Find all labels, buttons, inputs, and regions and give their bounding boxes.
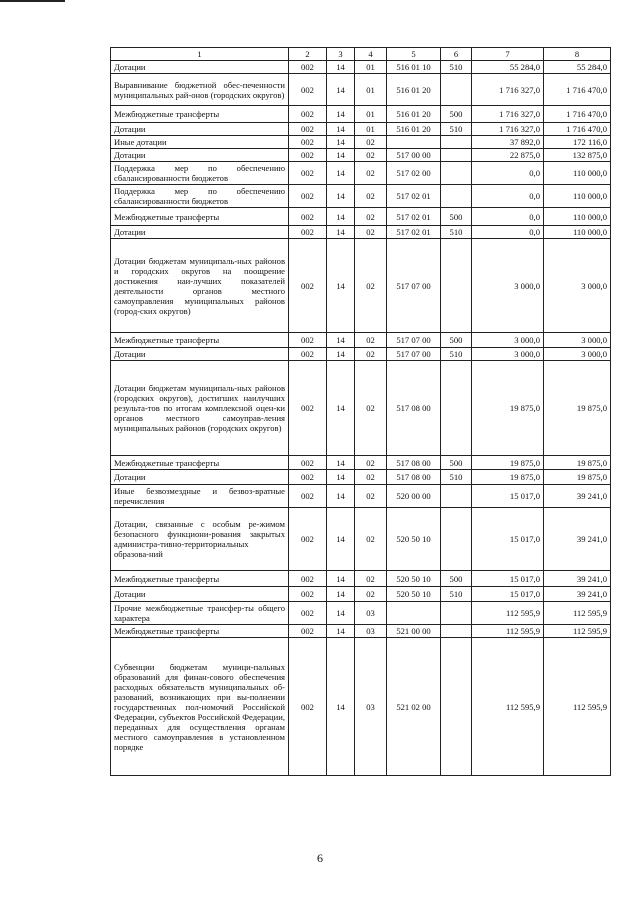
table-row: [111, 625, 611, 638]
cell-expense-type: 500: [441, 333, 472, 348]
cell-subsection: 02: [355, 571, 387, 587]
table-body: [111, 61, 611, 776]
table-row: [111, 239, 611, 333]
cell-name: Межбюджетные трансферты: [111, 571, 289, 587]
cell-ministry: 002: [289, 149, 327, 162]
table-row: [111, 226, 611, 239]
cell-name: Дотации: [111, 226, 289, 239]
cell-expense-type: 510: [441, 226, 472, 239]
cell-section: 14: [327, 149, 355, 162]
cell-ministry: 002: [289, 625, 327, 638]
cell-name: Иные безвозмездные и безвоз-вратные перечисления: [111, 485, 289, 508]
cell-article: 521 02 00: [387, 638, 441, 776]
cell-article: 517 08 00: [387, 361, 441, 456]
cell-sum-year2: 110 000,0: [544, 208, 611, 226]
cell-ministry: 002: [289, 136, 327, 149]
header-cell: 3: [327, 48, 355, 61]
cell-subsection: 02: [355, 185, 387, 208]
cell-sum-year1: 15 017,0: [472, 571, 544, 587]
table-row: [111, 508, 611, 571]
cell-name: Прочие межбюджетные трансфер-ты общего характера: [111, 602, 289, 625]
cell-subsection: 01: [355, 106, 387, 123]
header-cell: 2: [289, 48, 327, 61]
cell-name: Дотации: [111, 149, 289, 162]
cell-ministry: 002: [289, 123, 327, 136]
header-cell: 7: [472, 48, 544, 61]
cell-section: 14: [327, 456, 355, 470]
cell-name: Дотации: [111, 470, 289, 485]
cell-sum-year2: 132 875,0: [544, 149, 611, 162]
cell-sum-year2: 19 875,0: [544, 456, 611, 470]
cell-article: 520 50 10: [387, 571, 441, 587]
cell-sum-year2: 3 000,0: [544, 239, 611, 333]
cell-expense-type: [441, 485, 472, 508]
cell-article: 517 02 01: [387, 208, 441, 226]
table-row: [111, 602, 611, 625]
cell-name: Дотации: [111, 587, 289, 602]
cell-expense-type: 510: [441, 587, 472, 602]
cell-ministry: 002: [289, 361, 327, 456]
cell-subsection: 02: [355, 361, 387, 456]
top-rule: [0, 0, 65, 2]
cell-subsection: 02: [355, 226, 387, 239]
cell-sum-year1: 19 875,0: [472, 361, 544, 456]
cell-article: 520 00 00: [387, 485, 441, 508]
cell-expense-type: [441, 74, 472, 106]
cell-expense-type: [441, 625, 472, 638]
cell-sum-year2: 1 716 470,0: [544, 106, 611, 123]
cell-section: 14: [327, 185, 355, 208]
cell-expense-type: 500: [441, 456, 472, 470]
cell-sum-year2: 110 000,0: [544, 185, 611, 208]
cell-name: Дотации: [111, 123, 289, 136]
cell-name: Выравнивание бюджетной обес-печенности муниципальных рай-онов (городских округов): [111, 74, 289, 106]
cell-name: Межбюджетные трансферты: [111, 208, 289, 226]
cell-sum-year1: 3 000,0: [472, 333, 544, 348]
cell-name: Иные дотации: [111, 136, 289, 149]
table-row: [111, 123, 611, 136]
cell-sum-year1: 0,0: [472, 162, 544, 185]
table-row: [111, 587, 611, 602]
cell-expense-type: [441, 136, 472, 149]
cell-ministry: 002: [289, 638, 327, 776]
page-number: 6: [317, 851, 323, 865]
cell-ministry: 002: [289, 239, 327, 333]
cell-sum-year2: 112 595,9: [544, 625, 611, 638]
cell-section: 14: [327, 333, 355, 348]
cell-sum-year2: 110 000,0: [544, 162, 611, 185]
cell-expense-type: [441, 149, 472, 162]
table-row: [111, 638, 611, 776]
cell-sum-year1: 19 875,0: [472, 470, 544, 485]
cell-name: Межбюджетные трансферты: [111, 106, 289, 123]
cell-name: Дотации, связанные с особым ре-жимом безопасного функциони-рования закрытых администра-тивно-территориальных образова-ний: [111, 508, 289, 571]
cell-article: 517 08 00: [387, 470, 441, 485]
table-row: [111, 185, 611, 208]
header-cell: 4: [355, 48, 387, 61]
cell-article: 520 50 10: [387, 508, 441, 571]
cell-sum-year2: 1 716 470,0: [544, 123, 611, 136]
cell-ministry: 002: [289, 333, 327, 348]
cell-section: 14: [327, 485, 355, 508]
cell-expense-type: 510: [441, 470, 472, 485]
cell-section: 14: [327, 123, 355, 136]
cell-subsection: 03: [355, 638, 387, 776]
cell-article: 517 07 00: [387, 348, 441, 361]
cell-sum-year2: 3 000,0: [544, 348, 611, 361]
cell-article: 517 08 00: [387, 456, 441, 470]
table-row: [111, 149, 611, 162]
table-row: [111, 456, 611, 470]
cell-article: 517 07 00: [387, 333, 441, 348]
cell-section: 14: [327, 61, 355, 74]
cell-subsection: 02: [355, 239, 387, 333]
cell-name: Дотации бюджетам муниципаль-ных районов и городских округов на поощрение достижения наи-лучших показателей деятельности органов местного самоуправления муниципальных районов (город-ских округов): [111, 239, 289, 333]
cell-sum-year1: 3 000,0: [472, 348, 544, 361]
cell-ministry: 002: [289, 348, 327, 361]
cell-sum-year2: 39 241,0: [544, 571, 611, 587]
cell-sum-year2: 55 284,0: [544, 61, 611, 74]
table-row: [111, 485, 611, 508]
table-row: [111, 162, 611, 185]
cell-expense-type: [441, 638, 472, 776]
table-header-row: [111, 48, 611, 61]
cell-section: 14: [327, 162, 355, 185]
cell-subsection: 01: [355, 61, 387, 74]
cell-sum-year1: 112 595,9: [472, 602, 544, 625]
table-row: [111, 136, 611, 149]
cell-sum-year1: 112 595,9: [472, 625, 544, 638]
table-row: [111, 361, 611, 456]
cell-sum-year1: 1 716 327,0: [472, 123, 544, 136]
cell-name: Поддержка мер по обеспечению сбалансированности бюджетов: [111, 162, 289, 185]
cell-sum-year1: 0,0: [472, 185, 544, 208]
table-row: [111, 61, 611, 74]
cell-sum-year1: 15 017,0: [472, 508, 544, 571]
cell-ministry: 002: [289, 226, 327, 239]
cell-sum-year2: 3 000,0: [544, 333, 611, 348]
cell-ministry: 002: [289, 470, 327, 485]
cell-sum-year1: 1 716 327,0: [472, 74, 544, 106]
cell-article: 517 07 00: [387, 239, 441, 333]
cell-sum-year2: 112 595,9: [544, 638, 611, 776]
cell-subsection: 03: [355, 625, 387, 638]
cell-subsection: 02: [355, 485, 387, 508]
cell-ministry: 002: [289, 61, 327, 74]
cell-sum-year1: 19 875,0: [472, 456, 544, 470]
cell-section: 14: [327, 208, 355, 226]
cell-name: Межбюджетные трансферты: [111, 625, 289, 638]
table-row: [111, 74, 611, 106]
cell-ministry: 002: [289, 485, 327, 508]
cell-ministry: 002: [289, 508, 327, 571]
cell-sum-year2: 39 241,0: [544, 508, 611, 571]
cell-ministry: 002: [289, 571, 327, 587]
cell-sum-year2: 19 875,0: [544, 470, 611, 485]
cell-subsection: 02: [355, 136, 387, 149]
cell-section: 14: [327, 106, 355, 123]
cell-section: 14: [327, 239, 355, 333]
cell-subsection: 02: [355, 508, 387, 571]
cell-article: 521 00 00: [387, 625, 441, 638]
cell-article: [387, 602, 441, 625]
cell-name: Дотации: [111, 61, 289, 74]
cell-sum-year1: 55 284,0: [472, 61, 544, 74]
cell-section: 14: [327, 587, 355, 602]
cell-article: 517 00 00: [387, 149, 441, 162]
cell-section: 14: [327, 226, 355, 239]
cell-sum-year1: 15 017,0: [472, 485, 544, 508]
cell-sum-year1: 15 017,0: [472, 587, 544, 602]
header-cell: 1: [111, 48, 289, 61]
cell-expense-type: 500: [441, 571, 472, 587]
cell-sum-year1: 0,0: [472, 226, 544, 239]
cell-sum-year1: 1 716 327,0: [472, 106, 544, 123]
table-row: [111, 470, 611, 485]
cell-article: 516 01 10: [387, 61, 441, 74]
cell-name: Поддержка мер по обеспечению сбалансированности бюджетов: [111, 185, 289, 208]
cell-sum-year2: 112 595,9: [544, 602, 611, 625]
cell-expense-type: [441, 185, 472, 208]
cell-section: 14: [327, 136, 355, 149]
cell-subsection: 02: [355, 333, 387, 348]
cell-sum-year1: 0,0: [472, 208, 544, 226]
cell-section: 14: [327, 625, 355, 638]
cell-subsection: 02: [355, 208, 387, 226]
cell-article: 516 01 20: [387, 106, 441, 123]
cell-section: 14: [327, 361, 355, 456]
cell-ministry: 002: [289, 602, 327, 625]
cell-subsection: 01: [355, 74, 387, 106]
cell-sum-year2: 110 000,0: [544, 226, 611, 239]
table-row: [111, 348, 611, 361]
cell-article: 517 02 01: [387, 226, 441, 239]
cell-subsection: 03: [355, 602, 387, 625]
table-row: [111, 208, 611, 226]
cell-name: Межбюджетные трансферты: [111, 456, 289, 470]
cell-article: 517 02 01: [387, 185, 441, 208]
cell-ministry: 002: [289, 208, 327, 226]
cell-sum-year2: 39 241,0: [544, 587, 611, 602]
cell-subsection: 02: [355, 348, 387, 361]
cell-expense-type: 510: [441, 61, 472, 74]
cell-subsection: 02: [355, 162, 387, 185]
header-cell: 8: [544, 48, 611, 61]
table-row: [111, 106, 611, 123]
cell-subsection: 02: [355, 587, 387, 602]
cell-article: [387, 136, 441, 149]
cell-sum-year2: 1 716 470,0: [544, 74, 611, 106]
budget-table: [110, 47, 611, 776]
cell-ministry: 002: [289, 106, 327, 123]
cell-expense-type: [441, 239, 472, 333]
cell-expense-type: [441, 602, 472, 625]
cell-ministry: 002: [289, 587, 327, 602]
cell-expense-type: 510: [441, 348, 472, 361]
cell-section: 14: [327, 571, 355, 587]
cell-subsection: 02: [355, 456, 387, 470]
cell-subsection: 01: [355, 123, 387, 136]
cell-sum-year2: 172 116,0: [544, 136, 611, 149]
cell-article: 516 01 20: [387, 123, 441, 136]
cell-sum-year2: 39 241,0: [544, 485, 611, 508]
cell-expense-type: 510: [441, 123, 472, 136]
cell-ministry: 002: [289, 185, 327, 208]
cell-sum-year1: 37 892,0: [472, 136, 544, 149]
cell-expense-type: 500: [441, 208, 472, 226]
cell-sum-year1: 112 595,9: [472, 638, 544, 776]
cell-sum-year2: 19 875,0: [544, 361, 611, 456]
cell-article: 517 02 00: [387, 162, 441, 185]
cell-ministry: 002: [289, 162, 327, 185]
cell-name: Субвенции бюджетам муници-пальных образований для финан-сового обеспечения расходных обязательств муниципальных об-разований, возникающих при вы-полнении государственных пол-номочий Российской Федерации, субъектов Российской Федерации, переданных для осуществления органам местного самоуправления в установленном порядке: [111, 638, 289, 776]
cell-name: Межбюджетные трансферты: [111, 333, 289, 348]
cell-article: 520 50 10: [387, 587, 441, 602]
cell-section: 14: [327, 508, 355, 571]
cell-name: Дотации бюджетам муниципаль-ных районов (городских округов), достигших наилучших результа-тов по итогам комплексной оцен-ки органов местного самоуправ-ления муниципальных районов (городских округов): [111, 361, 289, 456]
cell-section: 14: [327, 638, 355, 776]
header-cell: 6: [441, 48, 472, 61]
cell-section: 14: [327, 74, 355, 106]
cell-section: 14: [327, 470, 355, 485]
cell-expense-type: [441, 162, 472, 185]
cell-expense-type: 500: [441, 106, 472, 123]
cell-name: Дотации: [111, 348, 289, 361]
cell-article: 516 01 20: [387, 74, 441, 106]
table-row: [111, 333, 611, 348]
cell-sum-year1: 3 000,0: [472, 239, 544, 333]
cell-ministry: 002: [289, 456, 327, 470]
cell-section: 14: [327, 348, 355, 361]
cell-sum-year1: 22 875,0: [472, 149, 544, 162]
header-cell: 5: [387, 48, 441, 61]
cell-expense-type: [441, 361, 472, 456]
table-row: [111, 571, 611, 587]
cell-subsection: 02: [355, 149, 387, 162]
cell-ministry: 002: [289, 74, 327, 106]
cell-subsection: 02: [355, 470, 387, 485]
cell-expense-type: [441, 508, 472, 571]
cell-section: 14: [327, 602, 355, 625]
